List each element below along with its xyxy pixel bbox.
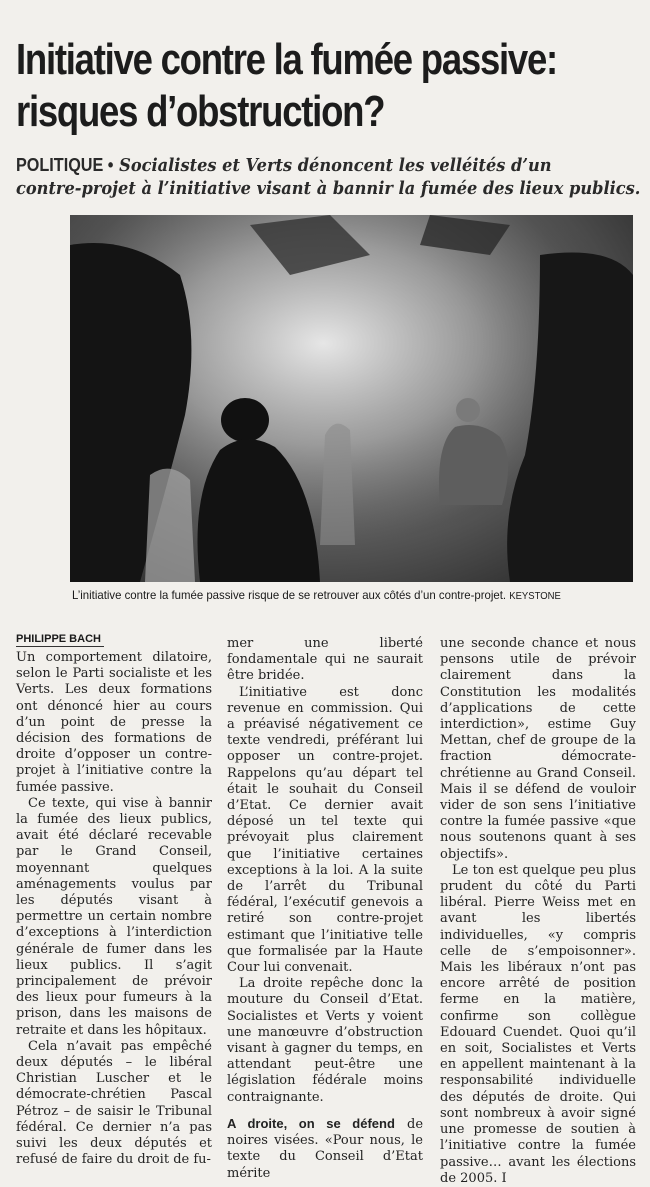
photo-illustration <box>70 215 633 582</box>
concert-smoke-photo <box>70 215 633 582</box>
paragraph-text: de noires visées. «Pour nous, le texte du Conseil d’Etat mérite <box>227 1116 424 1181</box>
paragraph: Ce texte, qui vise à bannir la fumée des lieux publics, avait été déclaré recevable par le Grand Conseil, moyennant quelques aménagements voulus par les députés visant à permettre un certain nombre d’exceptions à l’interdiction générale de fumer dans les lieux publics. Il s’agit principalement de prévoir des lieux pour fumeurs à la prison, dans les maisons de retraite et dans les hôpitaux. <box>16 795 212 1038</box>
caption-text: L’initiative contre la fumée passive risque de se retrouver aux côtés d’un contre-projet. <box>72 588 507 602</box>
article-column-2 <box>227 636 423 1182</box>
headline-line-1: Initiative contre la fumée passive: <box>16 35 557 84</box>
paragraph: une seconde chance et nous pensons utile de prévoir clairement dans la Constitution les modalités d’applications de cette interdiction», estime Guy Mettan, chef de groupe de la fraction démocrate-chrétienne au Grand Conseil. Mais il se défend de vouloir vider de son sens l’initiative contre la fumée passive «que nous soutenons quant à ses objectifs». <box>440 636 636 862</box>
lead-paragraph <box>16 154 641 200</box>
paragraph: L’initiative est donc revenue en commission. Qui a préavisé négativement ce texte vendredi, préférant lui opposer un contre-projet. Rappelons qu’au départ tel était le souhait du Conseil d’Etat. Ce dernier avait déposé un tel texte qui prévoyait plus clairement que l’initiative certaines exceptions à la loi. A la suite de l’arrêt du Tribunal fédéral, l’exécutif genevois a retiré son contre-projet estimant que l’initiative telle que formalisée par la Haute Cour lui convenait. <box>227 684 423 976</box>
article-column-3 <box>440 636 636 1187</box>
byline: PHILIPPE BACH <box>16 633 104 647</box>
paragraph: Un comportement dilatoire, selon le Parti socialiste et les Verts. Les deux formations ont dénoncé hier au cours d’un point de presse la décision des formations de droite d’opposer un contre-projet à l’initiative contre la fumée passive. <box>16 650 212 795</box>
paragraph: Cela n’avait pas empêché deux députés – le libéral Christian Luscher et le démocrate-chrétien Pascal Pétroz – de saisir le Tribunal fédéral. Ce dernier n’a pas suivi les deux députés et refusé de faire du droit de fu- <box>16 1038 212 1168</box>
subhead-paragraph <box>227 1116 423 1182</box>
lead-line-1: Socialistes et Verts dénoncent les velléités d’un <box>119 155 552 176</box>
paragraph: Le ton est quelque peu plus prudent du côté du Parti libéral. Pierre Weiss met en avant les libertés individuelles, «y compris celle de s’empoisonner». Mais les libéraux n’ont pas encore arrêté de position ferme en la matière, confirme son collègue Edouard Cuendet. Quoi qu’il en soit, Socialistes et Verts en appellent maintenant à la responsabilité individuelle des députés de droite. Qui sont nombreux à avoir signé une promesse de soutien à l’initiative contre la fumée passive… avant les élections de 2005. I <box>440 862 636 1186</box>
paragraph: mer une liberté fondamentale qui ne saurait être bridée. <box>227 636 423 684</box>
lead-line-2: contre-projet à l’initiative visant à bannir la fumée des lieux publics. <box>16 178 641 199</box>
headline <box>16 34 557 138</box>
subhead: A droite, on se défend <box>227 1115 395 1131</box>
section-kicker: POLITIQUE • <box>16 155 114 175</box>
photo-caption <box>72 588 604 604</box>
paragraph: La droite repêche donc la mouture du Conseil d’Etat. Socialistes et Verts y voient une manœuvre d’obstruction visant à gagner du temps, en attendant peut-être une législation fédérale moins contraignante. <box>227 976 423 1105</box>
headline-line-2: risques d’obstruction? <box>16 87 385 136</box>
photo-credit: KEYSTONE <box>509 591 561 602</box>
article-column-1 <box>16 650 212 1169</box>
